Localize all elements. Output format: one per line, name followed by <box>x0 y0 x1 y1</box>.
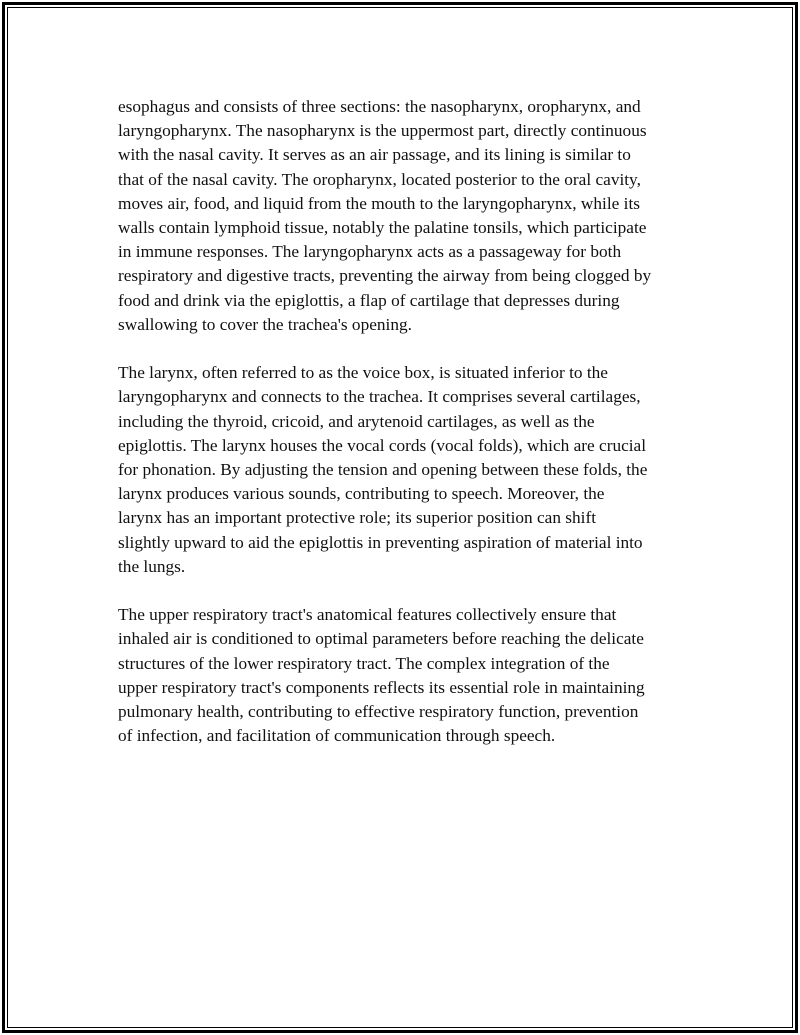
text-line: larynx produces various sounds, contributing to speech. Moreover, the <box>118 484 605 504</box>
text-line: for phonation. By adjusting the tension and opening between these folds, the <box>118 460 648 480</box>
text-line: esophagus and consists of three sections: the nasopharynx, oropharynx, and <box>118 97 641 116</box>
text-line: laryngopharynx. The nasopharynx is the uppermost part, directly continuous <box>118 121 647 141</box>
text-line: respiratory and digestive tracts, preventing the airway from being clogged by <box>118 266 652 286</box>
page-body <box>118 95 698 773</box>
text-line: The larynx, often referred to as the voice box, is situated inferior to the <box>118 363 608 383</box>
paragraph-larynx <box>118 361 698 579</box>
text-line: structures of the lower respiratory tract. The complex integration of the <box>118 653 610 673</box>
text-line: in immune responses. The laryngopharynx acts as a passageway for both <box>118 242 622 262</box>
text-line: food and drink via the epiglottis, a flap of cartilage that depresses during <box>118 290 620 310</box>
text-line: the lungs. <box>118 556 186 576</box>
paragraph-pharynx <box>118 95 698 337</box>
text-line: including the thyroid, cricoid, and arytenoid cartilages, as well as the <box>118 411 595 431</box>
text-line: swallowing to cover the trachea's opening. <box>118 314 412 334</box>
text-line: with the nasal cavity. It serves as an air passage, and its lining is similar to <box>118 145 631 165</box>
text-line: that of the nasal cavity. The oropharynx, located posterior to the oral cavity, <box>118 169 641 189</box>
text-line: pulmonary health, contributing to effective respiratory function, prevention <box>118 702 639 722</box>
text-line: inhaled air is conditioned to optimal parameters before reaching the delicate <box>118 629 644 649</box>
text-line: larynx has an important protective role; its superior position can shift <box>118 508 597 528</box>
page-frame <box>2 2 798 1033</box>
paragraph-conclusion <box>118 603 698 748</box>
text-line: moves air, food, and liquid from the mouth to the laryngopharynx, while its <box>118 193 640 213</box>
text-line: upper respiratory tract's components reflects its essential role in maintaining <box>118 677 645 697</box>
text-line: walls contain lymphoid tissue, notably the palatine tonsils, which participate <box>118 218 647 238</box>
text-line: of infection, and facilitation of communication through speech. <box>118 726 556 746</box>
text-line: epiglottis. The larynx houses the vocal cords (vocal folds), which are crucial <box>118 435 647 455</box>
text-line: slightly upward to aid the epiglottis in preventing aspiration of material into <box>118 532 643 552</box>
text-line: The upper respiratory tract's anatomical features collectively ensure that <box>118 605 617 625</box>
text-line: laryngopharynx and connects to the trachea. It comprises several cartilages, <box>118 387 641 407</box>
